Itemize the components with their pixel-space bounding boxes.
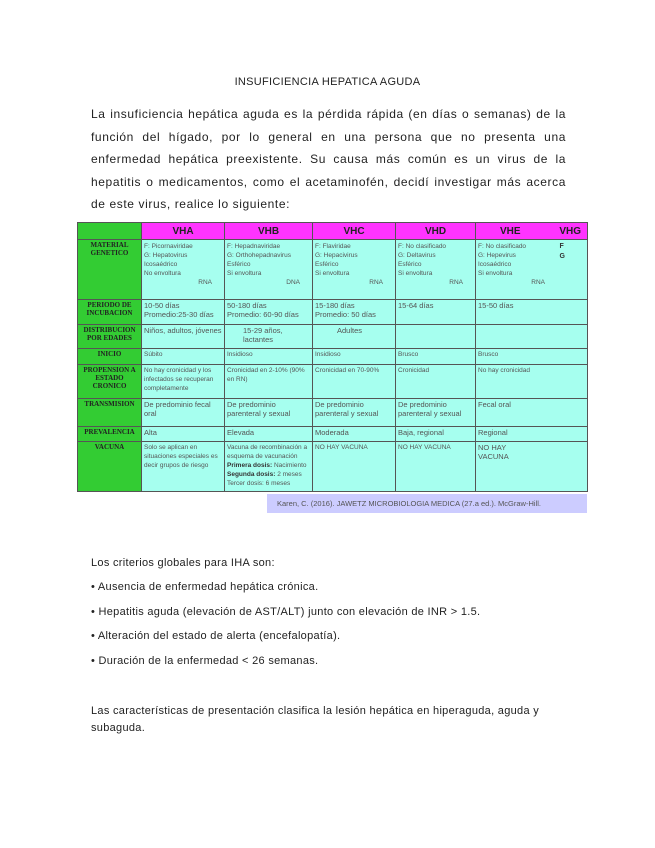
row-distribucion-edades xyxy=(78,325,588,349)
row-label: DISTRIBUCION POR EDADES xyxy=(78,325,142,349)
header-vhg: VHG xyxy=(559,226,581,237)
table-cell: Solo se aplican en situaciones especiales es decir grupos de riesgo xyxy=(142,442,225,492)
hepatitis-comparison-table xyxy=(77,222,588,492)
table-cell: 15-180 días Promedio: 50 días xyxy=(313,300,396,325)
table-cell: 15-50 días xyxy=(476,300,588,325)
list-item: • Ausencia de enfermedad hepática crónica. xyxy=(91,581,319,593)
table-cell: NO HAY VACUNA xyxy=(476,442,588,492)
table-cell: Cronicidad xyxy=(396,365,476,399)
table-cell: F: Flaviridae G: Hepacivirus Esférico Si envoltura RNA xyxy=(313,240,396,300)
row-label: MATERIAL GENETICO xyxy=(78,240,142,300)
table-cell: F: No clasificado G: Hepevirus Icosaédrico Si envoltura RNA F G xyxy=(476,240,588,300)
header-vhc: VHC xyxy=(313,223,396,240)
vhg-letters: F G xyxy=(559,243,565,260)
table-cell xyxy=(476,325,588,349)
table-cell: De predominio parenteral y sexual xyxy=(225,399,313,427)
header-vhb: VHB xyxy=(225,223,313,240)
table-cell: Elevada xyxy=(225,427,313,442)
table-cell: No hay cronicidad y los infectados se recuperan completamente xyxy=(142,365,225,399)
row-vacuna xyxy=(78,442,588,492)
list-item: • Alteración del estado de alerta (encefalopatía). xyxy=(91,630,341,642)
row-prevalencia xyxy=(78,427,588,442)
row-propension-cronico xyxy=(78,365,588,399)
table-cell: 15-64 días xyxy=(396,300,476,325)
table-cell: Cronicidad en 2-10% (90% en RN) xyxy=(225,365,313,399)
table-cell: NO HAY VACUNA xyxy=(396,442,476,492)
table-cell: Brusco xyxy=(476,349,588,365)
header-vhd: VHD xyxy=(396,223,476,240)
row-label: PROPENSION A ESTADO CRONICO xyxy=(78,365,142,399)
header-vha: VHA xyxy=(142,223,225,240)
table-cell: Cronicidad en 70-90% xyxy=(313,365,396,399)
table-cell: No hay cronicidad xyxy=(476,365,588,399)
criteria-list xyxy=(91,580,480,678)
table-cell: F: Hepadnaviridae G: Orthohepadnavirus Esférico Si envoltura DNA xyxy=(225,240,313,300)
table-cell: Moderada xyxy=(313,427,396,442)
table-header-row xyxy=(78,223,588,240)
table-cell: 15-29 años, lactantes xyxy=(225,325,313,349)
table-cell: De predominio parenteral y sexual xyxy=(313,399,396,427)
header-vhe: VHE xyxy=(500,226,521,237)
row-transmision xyxy=(78,399,588,427)
row-material-genetico xyxy=(78,240,588,300)
row-periodo-incubacion xyxy=(78,300,588,325)
table-cell: F: Picornaviridae G: Hepatovirus Icosaédrico No envoltura RNA xyxy=(142,240,225,300)
document-title: INSUFICIENCIA HEPATICA AGUDA xyxy=(234,76,421,88)
table-cell: F: No clasificado G: Deltavirus Esférico Si envoltura RNA xyxy=(396,240,476,300)
table-cell: Insidioso xyxy=(225,349,313,365)
closing-paragraph: Las características de presentación clasifica la lesión hepática en hiperaguda, aguda y subaguda. xyxy=(91,705,540,734)
table-cell: Niños, adultos, jóvenes xyxy=(142,325,225,349)
row-label: TRANSMISION xyxy=(78,399,142,427)
table-cell: Brusco xyxy=(396,349,476,365)
table-cell: Fecal oral xyxy=(476,399,588,427)
row-label: PREVALENCIA xyxy=(78,427,142,442)
intro-paragraph: La insuficiencia hepática aguda es la pérdida rápida (en días o semanas) de la función del hígado, por lo general en una persona que no presenta una enfermedad hepática preexistente. Su causa más común es un virus de la hepatitis o medicamentos, como el acetaminofén, decidí investigar más acerca de este virus, realice lo siguiente: xyxy=(91,107,566,211)
table-corner-cell xyxy=(78,223,142,240)
table-source-citation: Karen, C. (2016). JAWETZ MICROBIOLOGIA MEDICA (27.a ed.). McGraw-Hill. xyxy=(267,494,587,513)
header-vhe-vhg xyxy=(476,223,588,240)
table-cell xyxy=(396,325,476,349)
table-cell: Alta xyxy=(142,427,225,442)
table-cell: Regional xyxy=(476,427,588,442)
row-label: VACUNA xyxy=(78,442,142,492)
table-cell: Baja, regional xyxy=(396,427,476,442)
list-item: • Duración de la enfermedad < 26 semanas. xyxy=(91,654,319,667)
list-item: • Hepatitis aguda (elevación de AST/ALT) junto con elevación de INR > 1.5. xyxy=(91,605,481,618)
table-cell: De predominio fecal oral xyxy=(142,399,225,427)
table-cell: NO HAY VACUNA xyxy=(313,442,396,492)
table-cell: De predominio parenteral y sexual xyxy=(396,399,476,427)
row-inicio xyxy=(78,349,588,365)
table-cell: Súbito xyxy=(142,349,225,365)
criteria-title: Los criterios globales para IHA son: xyxy=(91,557,275,569)
row-label: PERIODO DE INCUBACION xyxy=(78,300,142,325)
table-cell: Insidioso xyxy=(313,349,396,365)
table-cell: 50-180 días Promedio: 60-90 días xyxy=(225,300,313,325)
row-label: INICIO xyxy=(78,349,142,365)
table-cell: Vacuna de recombinación a esquema de vacunación Primera dosis: Nacimiento Segunda dosis: 2 meses Tercer dosis: 6 meses xyxy=(225,442,313,492)
table-cell: Adultes xyxy=(313,325,396,349)
table-cell: 10-50 días Promedio:25-30 días xyxy=(142,300,225,325)
